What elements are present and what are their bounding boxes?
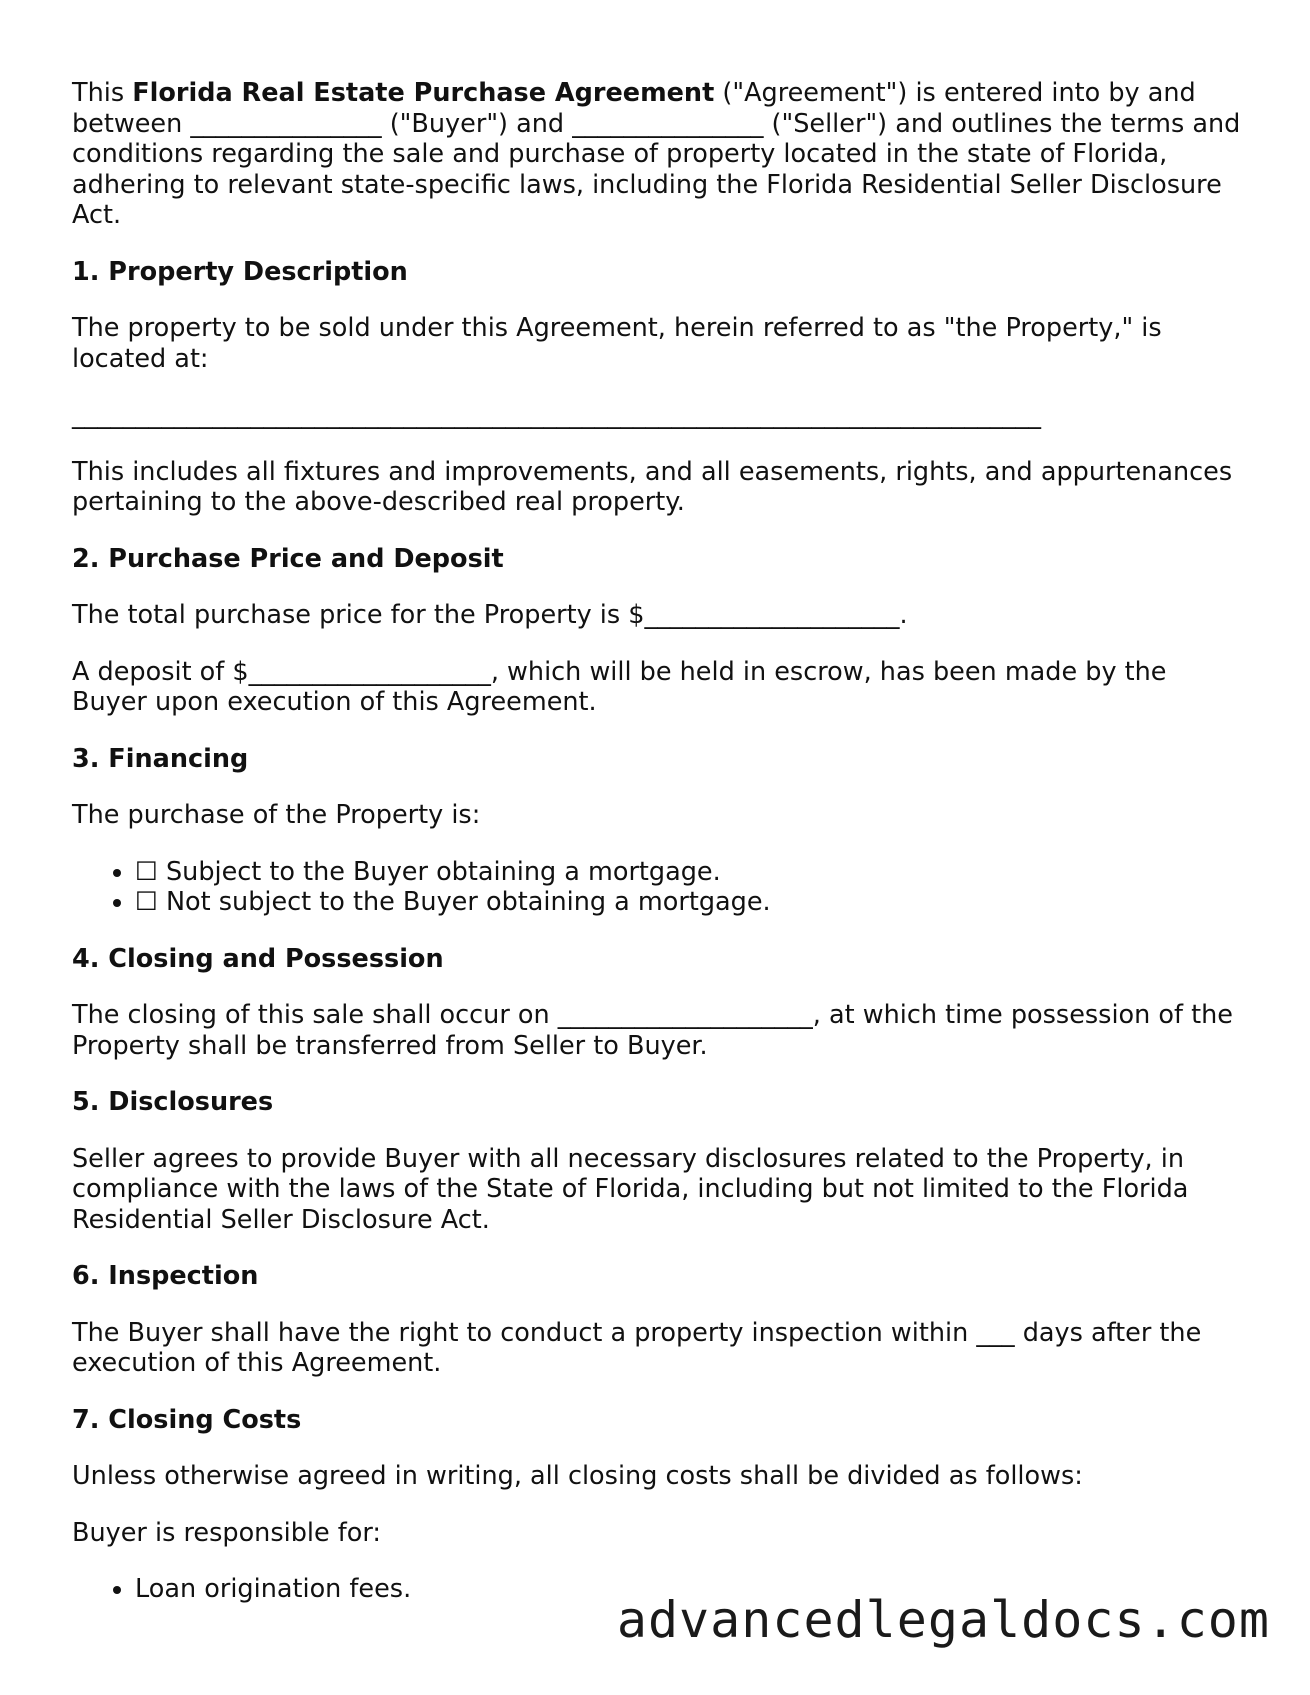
intro-text-rest: ("Agreement") is entered into by and between _______________ ("Buyer") and _______________ ("Seller") and outlines the terms and conditions regarding the sale and purchase of property located in the state of Florida, adhering to relevant state-specific laws, including the Florida Residential Seller Disclosure Act.: [72, 78, 1241, 230]
buyer-responsible-label: Buyer is responsible for:: [72, 1517, 381, 1548]
intro-paragraph: [72, 78, 1247, 231]
agreement-document: [72, 78, 1247, 1631]
inspection-paragraph: The Buyer shall have the right to conduct a property inspection within ___ days after the execution of this Agreement.: [72, 1317, 1202, 1378]
property-location-paragraph: The property to be sold under this Agreement, herein referred to as "the Property," is located at:: [72, 313, 1162, 374]
deposit-paragraph: A deposit of $___________________, which will be held in escrow, has been made by the Buyer upon execution of this Agreement.: [72, 656, 1167, 717]
property-address-blank: ____________________________________________________________________________: [72, 400, 1041, 430]
financing-options-list: [72, 857, 1247, 918]
section-heading-purchase-price: 2. Purchase Price and Deposit: [72, 543, 504, 574]
section-heading-financing: 3. Financing: [72, 743, 249, 774]
purchase-price-paragraph: The total purchase price for the Property is $____________________.: [72, 600, 908, 630]
disclosures-paragraph: Seller agrees to provide Buyer with all necessary disclosures related to the Property, in compliance with the laws of the State of Florida, including but not limited to the Florida Residential Seller Disclosure Act.: [72, 1143, 1189, 1235]
watermark: advancedlegaldocs.com: [616, 1591, 1270, 1649]
section-heading-property-description: 1. Property Description: [72, 256, 408, 287]
section-heading-closing-possession: 4. Closing and Possession: [72, 943, 444, 974]
financing-option-subject: • ☐ Subject to the Buyer obtaining a mortgage.: [135, 857, 1247, 888]
closing-costs-paragraph: Unless otherwise agreed in writing, all closing costs shall be divided as follows:: [72, 1461, 1083, 1491]
financing-paragraph: The purchase of the Property is:: [72, 800, 481, 830]
closing-date-paragraph: The closing of this sale shall occur on ____________________, at which time possession of the Property shall be transferred from Seller to Buyer.: [72, 1000, 1233, 1061]
section-heading-disclosures: 5. Disclosures: [72, 1087, 274, 1117]
buyer-cost-item: • Loan origination fees.: [135, 1574, 1247, 1605]
financing-option-not-subject: • ☐ Not subject to the Buyer obtaining a mortgage.: [135, 887, 1247, 918]
agreement-title: Florida Real Estate Purchase Agreement: [132, 78, 715, 108]
section-heading-closing-costs: 7. Closing Costs: [72, 1404, 302, 1435]
intro-text-start: This: [72, 78, 133, 108]
section-heading-inspection: 6. Inspection: [72, 1261, 259, 1291]
property-fixtures-paragraph: This includes all fixtures and improvements, and all easements, rights, and appurtenances pertaining to the above-described real property.: [72, 456, 1233, 517]
